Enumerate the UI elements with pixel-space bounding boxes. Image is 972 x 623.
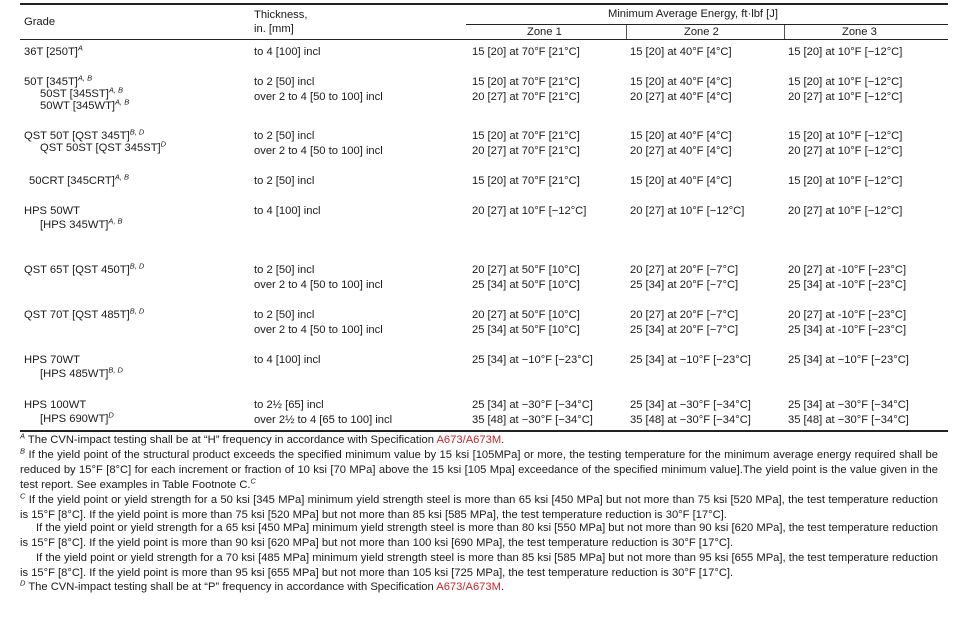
grade-cell: QST 50T [QST 345T]$^{B, D}$ (24, 127, 145, 142)
zone3-cell: 20 [27] at 10°F [−12°C] (788, 91, 903, 103)
header-grade: Grade (24, 16, 56, 28)
table-top-rule (20, 3, 948, 5)
zone3-cell: 15 [20] at 10°F [−12°C] (788, 76, 903, 88)
spec-link[interactable]: A673/A673M (436, 434, 502, 446)
thickness-cell: to 2 [50] incl (254, 76, 315, 88)
zone2-cell: 25 [34] at −10°F [−23°C] (630, 354, 751, 366)
thickness-cell: to 2 [50] incl (254, 175, 315, 187)
grade-cell: 50ST $[345ST]^{A, B}$ (40, 85, 124, 100)
zone3-cell: 20 [27] at 10°F [−12°C] (788, 205, 903, 217)
zone2-cell: 25 [34] at −30°F [−34°C] (630, 399, 751, 411)
footnote-b: $^B$ If the yield point of the structural product exceeds the specified minimum value by 15 ksi [105MPa] or more, the testing temperature for the minimum average energy required shall be reduced by 15°F [8°C] for each increment or fraction of 10 ksi [70 MPa] above the 15 ksi [105 Mpa] exceedance of the specified minimum value].The yield point is the value given in the test report. See examples in Table Footnote C.$^C$ (20, 446, 938, 491)
zone1-cell: 25 [34] at −30°F [−34°C] (472, 399, 593, 411)
header-thickness-line2: in. [mm] (254, 23, 294, 35)
thickness-cell: over 2 to 4 [50 to 100] incl (254, 91, 383, 103)
grade-cell: [HPS 690WT]$^D$ (40, 410, 114, 425)
zone3-cell: 15 [20] at 10°F [−12°C] (788, 130, 903, 142)
grade-cell: HPS 100WT (24, 399, 87, 411)
zone3-cell: 20 [27] at -10°F [−23°C] (788, 264, 907, 276)
zone3-cell: 20 [27] at 10°F [−12°C] (788, 145, 903, 157)
grade-cell: QST 70T [QST 485T]$^{B, D}$ (24, 306, 145, 321)
header-zone-2: Zone 2 (684, 26, 719, 38)
zone3-cell: 15 [20] at 10°F [−12°C] (788, 46, 903, 58)
grade-cell: 50T $[345T]^{A, B}$ (24, 73, 93, 88)
zone2-cell: 20 [27] at 10°F [−12°C] (630, 205, 745, 217)
grade-cell: 50WT $[345WT]^{A, B}$ (40, 97, 130, 112)
zone2-cell: 20 [27] at 40°F [4°C] (630, 91, 732, 103)
thickness-cell: over 2½ to 4 [65 to 100] incl (254, 414, 393, 426)
zone1-cell: 35 [48] at −30°F [−34°C] (472, 414, 593, 426)
footnote-a: $^A$ The CVN-impact testing shall be at “H” frequency in accordance with Specification A673/A673M. (20, 431, 505, 446)
zone-divider-2 (784, 25, 785, 39)
zone1-cell: 20 [27] at 50°F [10°C] (472, 309, 580, 321)
zone1-cell: 15 [20] at 70°F [21°C] (472, 76, 580, 88)
zone1-cell: 25 [34] at 50°F [10°C] (472, 279, 580, 291)
header-energy-title: Minimum Average Energy, ft·lbf [J] (608, 8, 778, 20)
thickness-cell: over 2 to 4 [50 to 100] incl (254, 324, 383, 336)
thickness-cell: to 4 [100] incl (254, 46, 321, 58)
zone1-cell: 20 [27] at 70°F [21°C] (472, 91, 580, 103)
footnote-d: $^D$ The CVN-impact testing shall be at “P” frequency in accordance with Specification A673/A673M. (20, 578, 505, 593)
zones-rule (466, 24, 948, 25)
zone1-cell: 20 [27] at 70°F [21°C] (472, 145, 580, 157)
thickness-cell: over 2 to 4 [50 to 100] incl (254, 279, 383, 291)
grade-cell: 50CRT $[345CRT]^{A, B}$ (29, 172, 129, 187)
table-bottom-rule (20, 430, 948, 432)
zone3-cell: 25 [34] at −10°F [−23°C] (788, 354, 909, 366)
zone1-cell: 25 [34] at −10°F [−23°C] (472, 354, 593, 366)
footnote-c-para-2: If the yield point or yield strength for a 65 ksi [450 MPa] minimum yield strength steel is more than 80 ksi [550 MPa] but not more than 90 ksi [620 MPa], the test temperature reduction is 15°F [8°C]. If the yield point is more than 90 ksi [620 MPa] but not more than 100 ksi [690 MPa], the test temperature reduction is 30°F [17°C]. (20, 522, 938, 549)
grade-cell: QST 50ST [QST 345ST]$^D$ (40, 139, 167, 154)
header-zone-1: Zone 1 (527, 26, 562, 38)
zone1-cell: 20 [27] at 50°F [10°C] (472, 264, 580, 276)
grade-cell: HPS 50WT (24, 205, 80, 217)
zone3-cell: 20 [27] at -10°F [−23°C] (788, 309, 907, 321)
grade-cell: 36T $[250T]^A$ (24, 43, 83, 58)
thickness-cell: to 4 [100] incl (254, 205, 321, 217)
zone1-cell: 15 [20] at 70°F [21°C] (472, 130, 580, 142)
zone3-cell: 15 [20] at 10°F [−12°C] (788, 175, 903, 187)
grade-cell: QST 65T [QST 450T]$^{B, D}$ (24, 261, 145, 276)
thickness-cell: over 2 to 4 [50 to 100] incl (254, 145, 383, 157)
grade-cell: HPS 70WT (24, 354, 80, 366)
zone2-cell: 20 [27] at 20°F [−7°C] (630, 309, 739, 321)
zone2-cell: 20 [27] at 40°F [4°C] (630, 145, 732, 157)
spec-link[interactable]: A673/A673M (436, 581, 501, 593)
zone2-cell: 15 [20] at 40°F [4°C] (630, 46, 732, 58)
footnote-c-para-3: If the yield point or yield strength for a 70 ksi [485 MPa] minimum yield strength steel is more than 85 ksi [585 MPa] but not more than 95 ksi [655 MPa], the test temperature reduction is 15°F [8°C]. If the yield point is more than 95 ksi [655 MPa] but not more than 105 ksi [725 MPa], the test temperature reduction is 30°F [17°C]. (20, 552, 938, 579)
zone2-cell: 35 [48] at −30°F [−34°C] (630, 414, 751, 426)
header-thickness-line1: Thickness, (254, 9, 308, 21)
grade-cell: [HPS 345WT]$^{A, B}$ (40, 216, 123, 231)
zone2-cell: 25 [34] at 20°F [−7°C] (630, 324, 739, 336)
zone1-cell: 25 [34] at 50°F [10°C] (472, 324, 580, 336)
header-bottom-rule (20, 39, 948, 40)
thickness-cell: to 2 [50] incl (254, 264, 315, 276)
zone2-cell: 15 [20] at 40°F [4°C] (630, 76, 732, 88)
zone3-cell: 25 [34] at -10°F [−23°C] (788, 279, 907, 291)
thickness-cell: to 2 [50] incl (254, 130, 315, 142)
zone2-cell: 15 [20] at 40°F [4°C] (630, 130, 732, 142)
zone1-cell: 15 [20] at 70°F [21°C] (472, 175, 580, 187)
zone1-cell: 15 [20] at 70°F [21°C] (472, 46, 580, 58)
header-zone-3: Zone 3 (842, 26, 877, 38)
zone3-cell: 25 [34] at −30°F [−34°C] (788, 399, 909, 411)
thickness-cell: to 4 [100] incl (254, 354, 321, 366)
thickness-cell: to 2½ [65] incl (254, 399, 324, 411)
zone3-cell: 25 [34] at -10°F [−23°C] (788, 324, 907, 336)
zone1-cell: 20 [27] at 10°F [−12°C] (472, 205, 587, 217)
zone3-cell: 35 [48] at −30°F [−34°C] (788, 414, 909, 426)
grade-cell: [HPS 485WT]$^{B, D}$ (40, 365, 123, 380)
zone-divider-1 (626, 25, 627, 39)
zone2-cell: 25 [34] at 20°F [−7°C] (630, 279, 739, 291)
footnote-c: $^C$ If the yield point or yield strength for a 50 ksi [345 MPa] minimum yield strength steel is more than 65 ksi [450 MPa] but not more than 75 ksi [520 MPa], the test temperature reduction is 15°F [8°C]. If the yield point is more than 75 ksi [520 MPa] but not more than 85 ksi [585 MPa], the test temperature reduction is 30°F [17°C]. (20, 491, 938, 521)
zone2-cell: 15 [20] at 40°F [4°C] (630, 175, 732, 187)
thickness-cell: to 2 [50] incl (254, 309, 315, 321)
zone2-cell: 20 [27] at 20°F [−7°C] (630, 264, 739, 276)
